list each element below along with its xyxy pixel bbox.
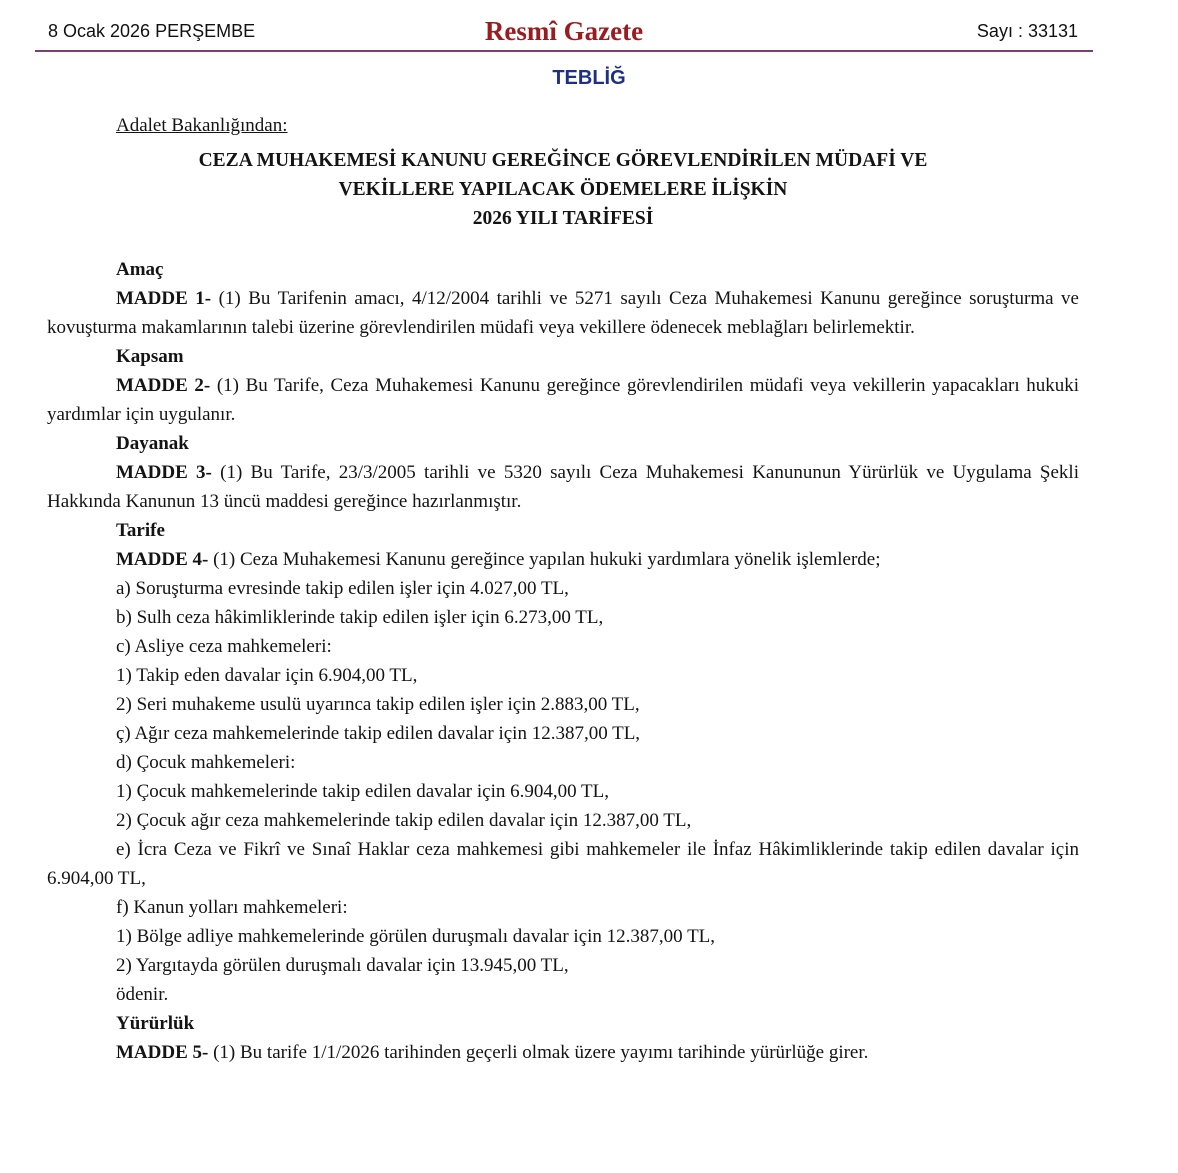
article-paragraph	[47, 458, 1079, 516]
tariff-item: 2) Çocuk ağır ceza mahkemelerinde takip edilen davalar için 12.387,00 TL,	[116, 810, 692, 831]
header-divider	[35, 50, 1093, 52]
tariff-item: 1) Takip eden davalar için 6.904,00 TL,	[116, 665, 418, 686]
article-paragraph	[47, 545, 1079, 574]
article-label: MADDE 4-	[116, 549, 209, 570]
gazette-title: Resmî Gazete	[484, 16, 644, 46]
tariff-item: d) Çocuk mahkemeleri:	[116, 752, 296, 773]
section-label: TEBLİĞ	[552, 67, 626, 89]
article-paragraph	[47, 371, 1079, 429]
article-label: MADDE 5-	[116, 1042, 209, 1063]
article-label: MADDE 3-	[116, 462, 212, 483]
issue-number: Sayı : 33131	[976, 21, 1078, 41]
issuing-authority: Adalet Bakanlığından:	[116, 115, 288, 136]
tariff-item: 1) Çocuk mahkemelerinde takip edilen davalar için 6.904,00 TL,	[116, 781, 609, 802]
tariff-item: 1) Bölge adliye mahkemelerinde görülen duruşmalı davalar için 12.387,00 TL,	[116, 926, 716, 947]
article-text: (1) Ceza Muhakemesi Kanunu gereğince yapılan hukuki yardımlara yönelik işlemlerde;	[213, 549, 881, 570]
tariff-item: 2) Yargıtayda görülen duruşmalı davalar için 13.945,00 TL,	[116, 955, 569, 976]
document-body	[47, 111, 1079, 1067]
article-label: MADDE 1-	[116, 288, 212, 309]
article-heading: Yürürlük	[116, 1013, 195, 1034]
tariff-item: a) Soruşturma evresinde takip edilen işler için 4.027,00 TL,	[116, 578, 569, 599]
article-heading: Dayanak	[116, 433, 189, 454]
article-paragraph	[47, 1038, 1079, 1067]
issue-date: 8 Ocak 2026 PERŞEMBE	[48, 21, 256, 41]
article-label: MADDE 2-	[116, 375, 211, 396]
tariff-item: f) Kanun yolları mahkemeleri:	[116, 897, 348, 918]
article-heading: Amaç	[116, 259, 164, 280]
gazette-header	[35, 0, 1093, 52]
tariff-item: b) Sulh ceza hâkimliklerinde takip edilen işler için 6.273,00 TL,	[116, 607, 604, 628]
article-paragraph	[47, 284, 1079, 342]
tariff-item: 2) Seri muhakeme usulü uyarınca takip edilen işler için 2.883,00 TL,	[116, 694, 640, 715]
tariff-item: c) Asliye ceza mahkemeleri:	[116, 636, 332, 657]
tariff-item: ç) Ağır ceza mahkemelerinde takip edilen davalar için 12.387,00 TL,	[116, 723, 641, 744]
title-line: CEZA MUHAKEMESİ KANUNU GEREĞİNCE GÖREVLENDİRİLEN MÜDAFİ VE	[198, 150, 928, 171]
article-text: (1) Bu Tarife, Ceza Muhakemesi Kanunu gereğince görevlendirilen müdafi veya vekillerin yapacakları hukuki yardımlar için uygulanır.	[47, 375, 1079, 425]
article-text: (1) Bu Tarifenin amacı, 4/12/2004 tarihli ve 5271 sayılı Ceza Muhakemesi Kanunu gereğince soruşturma ve kovuşturma makamlarının talebi üzerine görevlendirilen müdafi veya vekillere ödenecek meblağları belirlemektir.	[47, 288, 1079, 338]
document-title	[47, 146, 1079, 233]
article-text: (1) Bu Tarife, 23/3/2005 tarihli ve 5320 sayılı Ceza Muhakemesi Kanununun Yürürlük ve Uygulama Şekli Hakkında Kanunun 13 üncü maddesi gereğince hazırlanmıştır.	[47, 462, 1079, 512]
title-line: VEKİLLERE YAPILACAK ÖDEMELERE İLİŞKİN	[338, 179, 788, 200]
tariff-closing: ödenir.	[116, 984, 169, 1005]
article-text: (1) Bu tarife 1/1/2026 tarihinden geçerli olmak üzere yayımı tarihinde yürürlüğe girer.	[213, 1042, 869, 1063]
article-heading: Tarife	[116, 520, 165, 541]
article-heading: Kapsam	[116, 346, 184, 367]
title-line: 2026 YILI TARİFESİ	[472, 208, 654, 229]
tariff-item: e) İcra Ceza ve Fikrî ve Sınaî Haklar ceza mahkemesi gibi mahkemeler ile İnfaz Hâkimliklerinde takip edilen davalar için 6.904,00 TL,	[47, 839, 1079, 889]
